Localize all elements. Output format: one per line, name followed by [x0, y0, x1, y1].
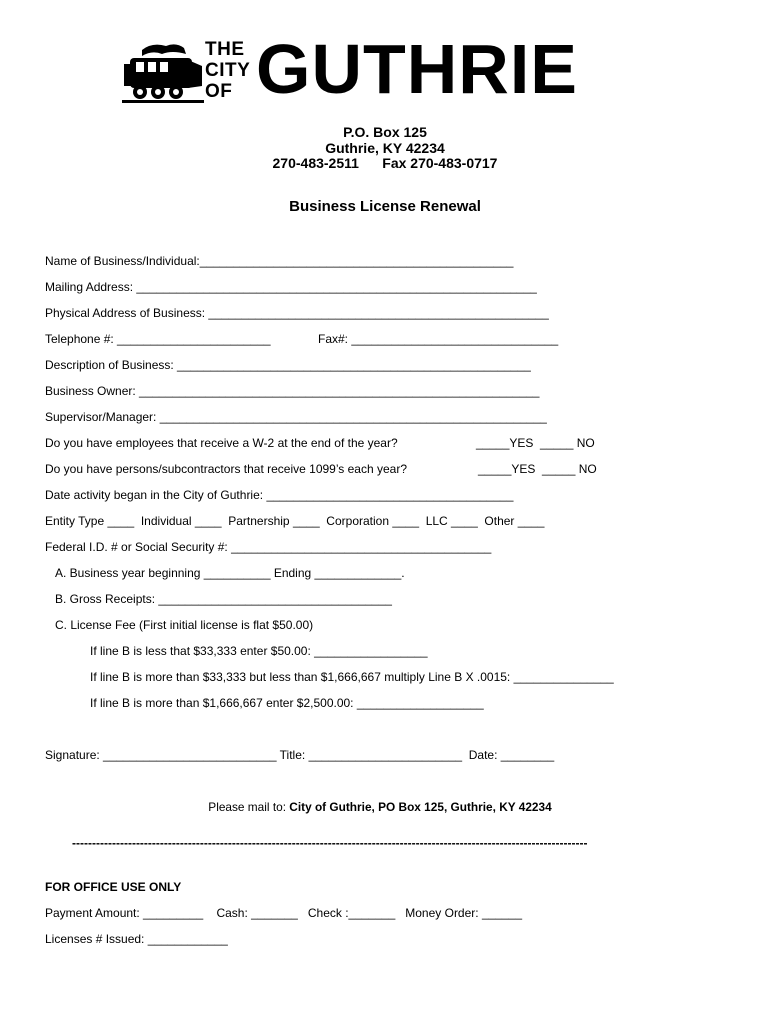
phone-fax: 270-483-2511 Fax 270-483-0717	[272, 155, 498, 171]
federal-id-field: Federal I.D. # or Social Security #: _______________________________________	[45, 540, 492, 554]
c2-field: If line B is more than $33,333 but less than $1,666,667 multiply Line B X .0015: _______________	[90, 670, 614, 684]
logo-city: CITY	[205, 60, 251, 81]
line-c-field	[55, 618, 313, 632]
licenses-field: Licenses # Issued: ____________	[45, 932, 228, 946]
owner-field: Business Owner: ____________________________________________________________	[45, 384, 540, 398]
name-field: Name of Business/Individual:_______________________________________________	[45, 254, 514, 268]
1099-answer: _____YES _____ NO	[478, 462, 597, 476]
description-field: Description of Business: _____________________________________________________	[45, 358, 531, 372]
office-heading: FOR OFFICE USE ONLY	[45, 880, 182, 894]
telephone-field: Telephone #: _______________________	[45, 332, 271, 346]
train-logo-icon	[122, 40, 204, 106]
logo-of: OF	[205, 81, 233, 102]
c1-field: If line B is less that $33,333 enter $50.00: _________________	[90, 644, 428, 658]
mail-line	[0, 800, 760, 814]
entity-type-field: Entity Type ____ Individual ____ Partnership ____ Corporation ____ LLC ____ Other ____	[45, 514, 545, 528]
logo-guthrie: GUTHRIE	[256, 30, 578, 108]
1099-question: Do you have persons/subcontractors that receive 1099’s each year?	[45, 462, 407, 476]
line-c-label: C. License Fee	[55, 618, 136, 632]
po-box: P.O. Box 125	[343, 124, 427, 140]
divider: ---------------------------------------------------------------------------------------------------------------------------------	[72, 836, 588, 850]
w2-question: Do you have employees that receive a W-2 at the end of the year?	[45, 436, 398, 450]
page-title: Business License Renewal	[289, 198, 481, 215]
mail-prefix: Please mail to:	[208, 800, 290, 814]
supervisor-field: Supervisor/Manager: __________________________________________________________	[45, 410, 547, 424]
w2-answer: _____YES _____ NO	[476, 436, 595, 450]
line-c-note: (First initial license is flat $50.00)	[135, 618, 314, 632]
fax-field: Fax#: _______________________________	[318, 332, 559, 346]
payment-field: Payment Amount: _________ Cash: _______ Check :_______ Money Order: ______	[45, 906, 522, 920]
logo-the: THE	[205, 39, 245, 60]
line-b-field: B. Gross Receipts: ___________________________________	[55, 592, 392, 606]
c3-field: If line B is more than $1,666,667 enter $2,500.00: ___________________	[90, 696, 484, 710]
city-line: Guthrie, KY 42234	[325, 140, 445, 156]
line-a-field: A. Business year beginning __________ Ending _____________.	[55, 566, 405, 580]
mail-address: City of Guthrie, PO Box 125, Guthrie, KY 42234	[289, 800, 552, 814]
signature-field: Signature: __________________________ Title: _______________________ Date: ________	[45, 748, 555, 762]
physical-field: Physical Address of Business: ___________________________________________________	[45, 306, 549, 320]
date-began-field: Date activity began in the City of Guthrie: _____________________________________	[45, 488, 514, 502]
mailing-field: Mailing Address: ____________________________________________________________	[45, 280, 537, 294]
